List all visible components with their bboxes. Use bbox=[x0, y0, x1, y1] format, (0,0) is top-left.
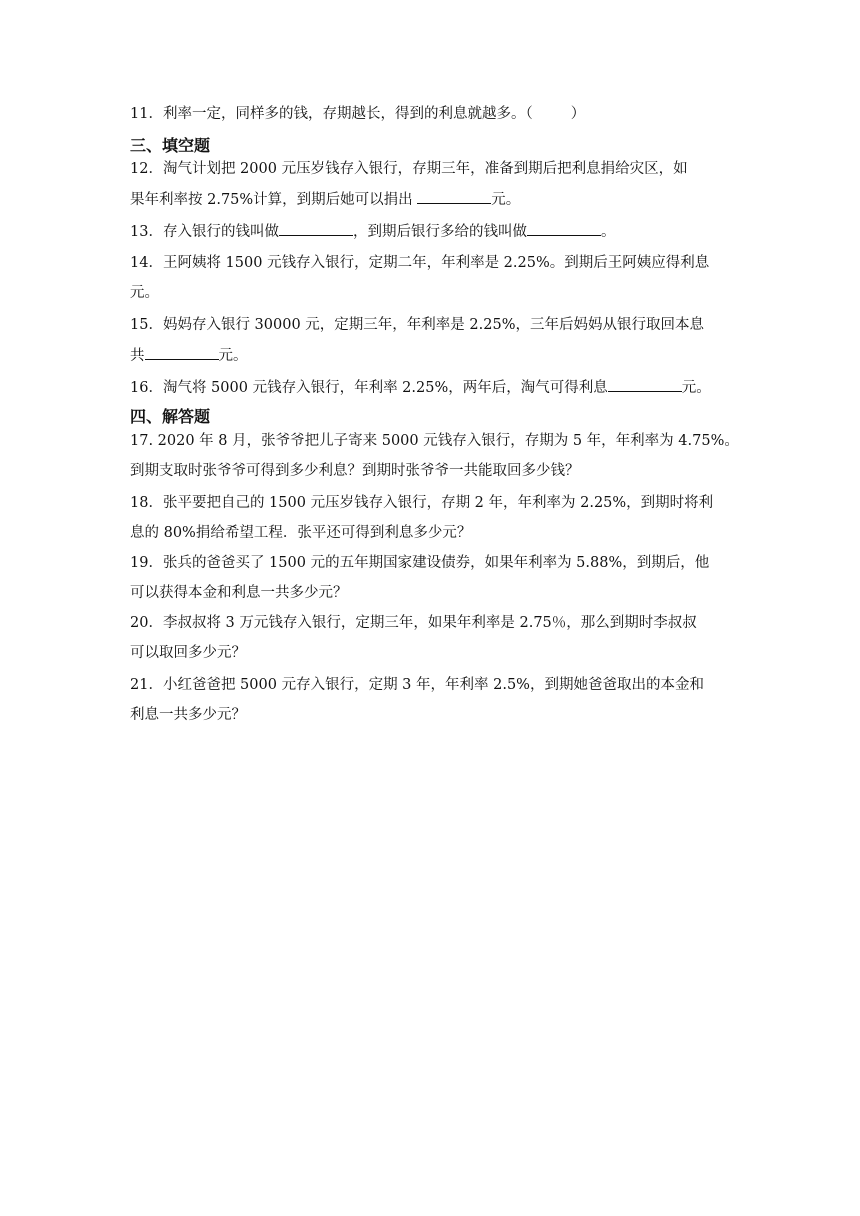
question-21-line1: 21．小红爸爸把 5000 元存入银行，定期 3 年，年利率 2.5%，到期她爸爸取出的本金和 bbox=[130, 677, 704, 693]
question-18-line1: 18．张平要把自己的 1500 元压岁钱存入银行，存期 2 年，年利率为 2.25%，到期时将利 bbox=[130, 495, 714, 511]
question-17-line2: 到期支取时张爷爷可得到多少利息？到期时张爷爷一共能取回多少钱？ bbox=[130, 463, 580, 479]
answer-blank[interactable] bbox=[279, 222, 353, 236]
answer-blank[interactable] bbox=[145, 346, 219, 360]
answer-blank[interactable] bbox=[527, 222, 601, 236]
question-17-line1: 17. 2020 年 8 月，张爷爷把儿子寄来 5000 元钱存入银行，存期为 5 年，年利率为 4.75%。 bbox=[130, 433, 739, 449]
question-21-line2: 利息一共多少元？ bbox=[130, 707, 246, 723]
question-18-line2: 息的 80%捐给希望工程．张平还可得到利息多少元？ bbox=[130, 525, 472, 541]
question-14-line1: 14．王阿姨将 1500 元钱存入银行，定期二年，年利率是 2.25%。到期后王阿姨应得利息 bbox=[130, 255, 710, 271]
section-heading-fill-blank: 三、填空题 bbox=[130, 136, 211, 155]
question-15-line1: 15．妈妈存入银行 30000 元，定期三年，年利率是 2.25%，三年后妈妈从银行取回本息 bbox=[130, 317, 704, 333]
question-16: 16．淘气将 5000 元钱存入银行，年利率 2.25%，两年后，淘气可得利息 元。 bbox=[130, 380, 711, 396]
question-11: 11．利率一定，同样多的钱，存期越长，得到的利息就越多。（ ） bbox=[130, 106, 586, 122]
answer-blank[interactable] bbox=[608, 378, 682, 392]
question-20-line2: 可以取回多少元？ bbox=[130, 645, 246, 661]
question-13: 13．存入银行的钱叫做 ，到期后银行多给的钱叫做 。 bbox=[130, 224, 616, 240]
question-20-line1: 20．李叔叔将 3 万元钱存入银行，定期三年，如果年利率是 2.75％，那么到期时李叔叔 bbox=[130, 615, 697, 631]
question-12-line2: 果年利率按 2.75%计算，到期后她可以捐出 元。 bbox=[130, 192, 521, 208]
question-14-line2: 元。 bbox=[130, 285, 159, 301]
question-19-line1: 19．张兵的爸爸买了 1500 元的五年期国家建设债券，如果年利率为 5.88%，到期后，他 bbox=[130, 555, 710, 571]
question-12-line1: 12．淘气计划把 2000 元压岁钱存入银行，存期三年，准备到期后把利息捐给灾区，如 bbox=[130, 161, 688, 177]
answer-blank[interactable] bbox=[417, 190, 491, 204]
question-19-line2: 可以获得本金和利息一共多少元？ bbox=[130, 585, 348, 601]
question-15-line2: 共 元。 bbox=[130, 348, 248, 364]
section-heading-solve: 四、解答题 bbox=[130, 407, 211, 426]
